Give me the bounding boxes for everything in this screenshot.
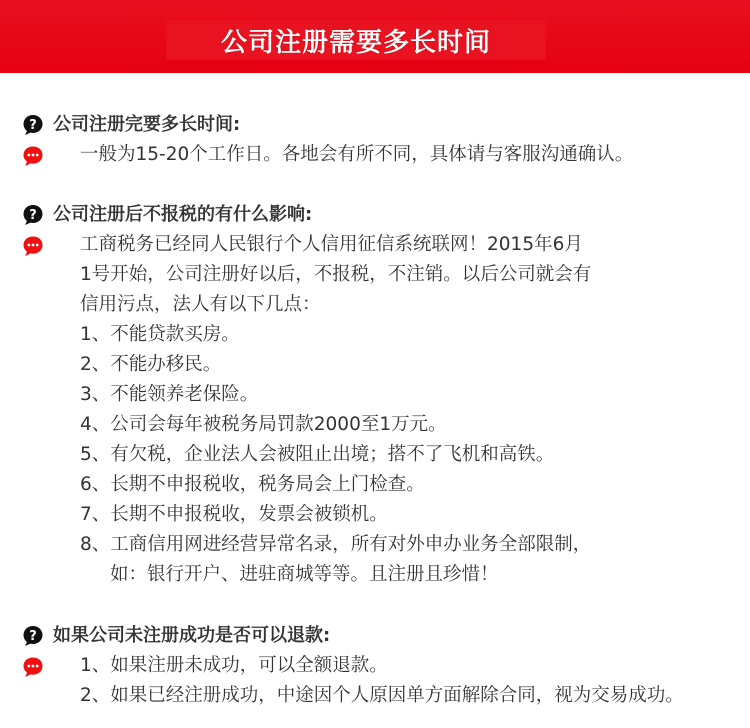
chat-bubble-dots-icon — [22, 235, 44, 257]
answer-list-item: 1、如果注册未成功，可以全额退款。 — [80, 655, 388, 676]
answer-line: 一般为15-20个工作日。各地会有所不同，具体请与客服沟通确认。 — [80, 144, 634, 165]
faq-answer — [0, 230, 750, 590]
faq-answer — [0, 651, 750, 711]
question-bubble-icon — [22, 114, 44, 136]
svg-text:?: ? — [29, 117, 37, 133]
svg-text:?: ? — [29, 207, 37, 223]
svg-text:?: ? — [29, 628, 37, 644]
answer-list-item: 2、如果已经注册成功，中途因个人原因单方面解除合同，视为交易成功。 — [80, 685, 684, 706]
answer-list-item: 7、长期不申报税收，发票会被锁机。 — [80, 504, 388, 525]
page-title: 公司注册需要多长时间 — [220, 27, 491, 58]
answer-list-item-continuation: 如：银行开户、进驻商城等等。且注册且珍惜！ — [110, 564, 499, 585]
answer-list-item: 1、不能贷款买房。 — [80, 324, 240, 345]
answer-list-item: 6、长期不申报税收，税务局会上门检查。 — [80, 474, 425, 495]
faq-question-row — [0, 200, 750, 230]
faq-question-row — [0, 621, 750, 651]
answer-list-item: 8、工商信用网进经营异常名录，所有对外申办业务全部限制， — [80, 534, 592, 555]
answer-line: 信用污点，法人有以下几点： — [80, 294, 321, 315]
chat-bubble-dots-icon — [22, 656, 44, 678]
faq-item-3 — [0, 621, 750, 711]
title-box — [166, 20, 546, 60]
answer-list-item: 4、公司会每年被税务局罚款2000至1万元。 — [80, 414, 447, 435]
faq-question: 如果公司未注册成功是否可以退款: — [53, 625, 331, 646]
header-banner — [0, 0, 750, 73]
faq-question: 公司注册后不报税的有什么影响: — [53, 204, 313, 225]
chat-bubble-dots-icon — [22, 145, 44, 167]
question-bubble-icon — [22, 204, 44, 226]
faq-question-row — [0, 110, 750, 140]
faq-item-2 — [0, 200, 750, 590]
answer-line: 1号开始，公司注册好以后，不报税，不注销。以后公司就会有 — [80, 264, 592, 285]
answer-list-item: 5、有欠税，企业法人会被阻止出境；搭不了飞机和高铁。 — [80, 444, 555, 465]
answer-line: 工商税务已经同人民银行个人信用征信系统联网！2015年6月 — [80, 234, 583, 255]
question-bubble-icon — [22, 625, 44, 647]
faq-question: 公司注册完要多长时间: — [53, 114, 241, 135]
faq-answer — [0, 140, 750, 170]
answer-list-item: 2、不能办移民。 — [80, 354, 222, 375]
answer-list-item: 3、不能领养老保险。 — [80, 384, 259, 405]
faq-item-1 — [0, 110, 750, 170]
